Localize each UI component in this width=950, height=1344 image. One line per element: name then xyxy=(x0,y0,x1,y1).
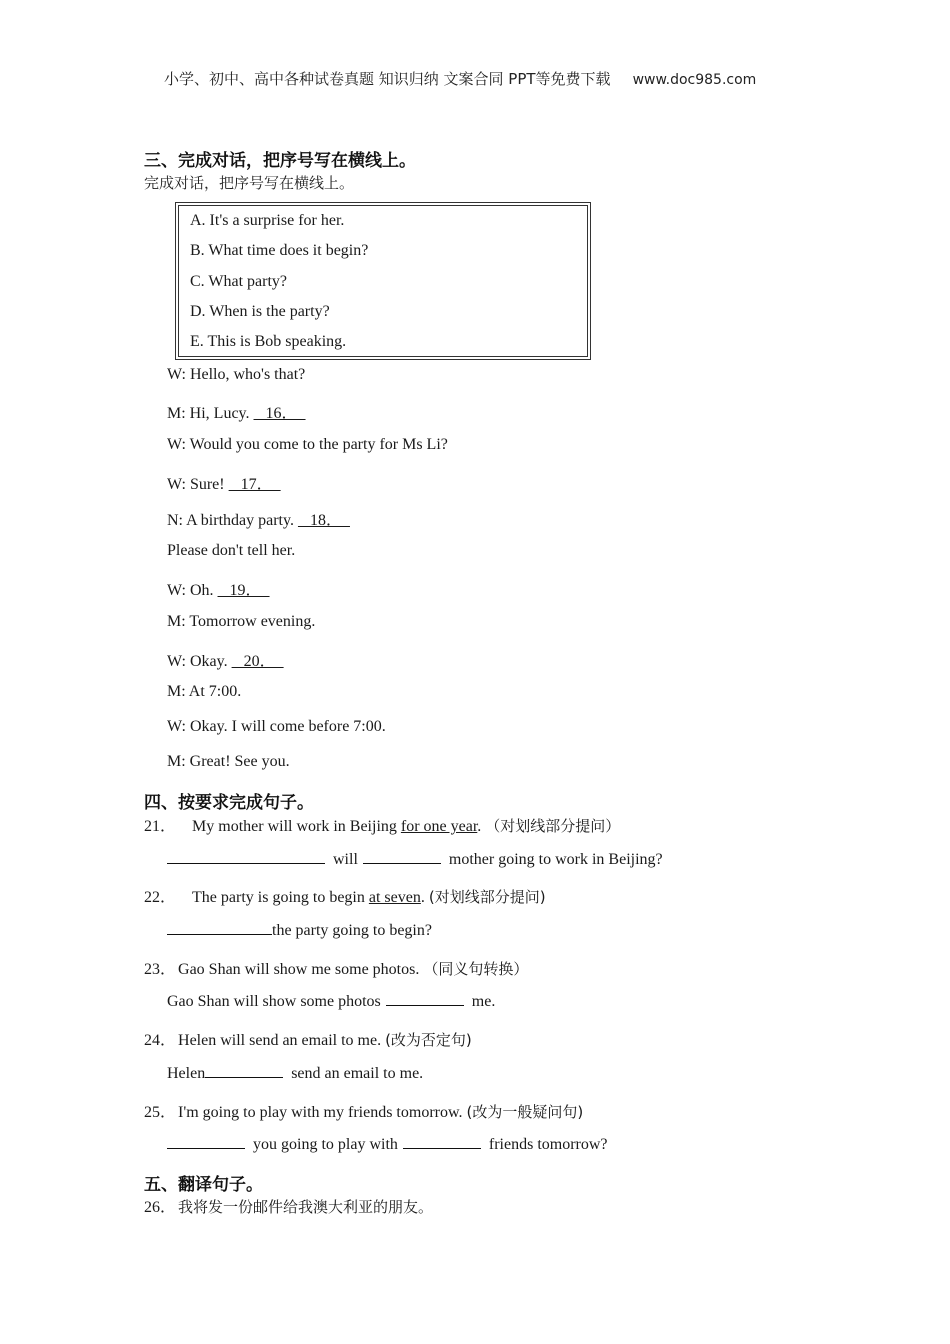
answer-line-21: will mother going to work in Beijing? xyxy=(167,849,663,869)
answer-line-25: you going to play with friends tomorrow? xyxy=(167,1134,608,1154)
dialogue-line: M: At 7:00. xyxy=(167,683,242,700)
answer-line-24: Helen send an email to me. xyxy=(167,1065,424,1082)
section-3-instruction: 完成对话，把序号写在横线上。 xyxy=(144,174,355,192)
answer-blank-25a[interactable] xyxy=(167,1134,245,1149)
dialogue-line: M: Tomorrow evening. xyxy=(167,613,316,630)
answer-line-22: the party going to begin? xyxy=(167,920,432,940)
question-22: 22． The party is going to begin at seven. (对划线部分提问) xyxy=(144,888,546,906)
section-5-title: 五、翻译句子。 xyxy=(144,1175,263,1195)
option-d: D. When is the party? xyxy=(190,302,330,320)
option-b: B. What time does it begin? xyxy=(190,242,369,260)
option-a: A. It's a surprise for her. xyxy=(190,212,345,229)
answer-blank-19[interactable]: 19． xyxy=(217,582,270,599)
question-25: 25． I'm going to play with my friends tomorrow. (改为一般疑问句) xyxy=(144,1103,584,1121)
answer-blank-23[interactable] xyxy=(386,991,464,1006)
answer-line-23: Gao Shan will show some photos me. xyxy=(167,993,496,1010)
dialogue-line: N: A birthday party. 18． xyxy=(167,512,350,529)
dialogue-line: W: Okay. I will come before 7:00. xyxy=(167,718,386,735)
answer-blank-22[interactable] xyxy=(167,920,272,935)
dialogue-line: W: Sure! 17． xyxy=(167,476,281,493)
option-e: E. This is Bob speaking. xyxy=(190,333,347,351)
answer-blank-24[interactable] xyxy=(205,1063,283,1078)
options-box xyxy=(175,202,591,360)
answer-blank-20[interactable]: 20． xyxy=(231,653,284,670)
dialogue-line: Please don't tell her. xyxy=(167,542,296,559)
section-3-title: 三、完成对话，把序号写在横线上。 xyxy=(144,151,416,171)
question-21: 21． My mother will work in Beijing for one year. （对划线部分提问） xyxy=(144,817,621,835)
question-24: 24． Helen will send an email to me. (改为否定句) xyxy=(144,1031,472,1049)
answer-blank-18[interactable]: 18． xyxy=(297,512,350,529)
answer-blank-25b[interactable] xyxy=(403,1134,481,1149)
page-header xyxy=(164,68,756,89)
question-23: 23． Gao Shan will show me some photos. （同义句转换） xyxy=(144,960,529,978)
answer-blank-21b[interactable] xyxy=(363,849,441,864)
section-4-title: 四、按要求完成句子。 xyxy=(144,793,314,813)
answer-blank-16[interactable]: 16． xyxy=(253,405,306,422)
dialogue-line: M: Great! See you. xyxy=(167,753,290,770)
header-text: 小学、初中、高中各种试卷真题 知识归纳 文案合同 PPT等免费下载 xyxy=(164,70,611,88)
dialogue-line: W: Would you come to the party for Ms Li? xyxy=(167,436,448,453)
dialogue-line: W: Hello, who's that? xyxy=(167,366,306,383)
dialogue-line: W: Oh. 19． xyxy=(167,582,270,599)
answer-blank-17[interactable]: 17． xyxy=(228,476,281,493)
answer-blank-21a[interactable] xyxy=(167,849,325,864)
dialogue-line: M: Hi, Lucy. 16． xyxy=(167,405,306,422)
option-c: C. What party? xyxy=(190,272,288,290)
question-26: 26． 我将发一份邮件给我澳大利亚的朋友。 xyxy=(144,1198,434,1216)
header-site[interactable]: www.doc985.com xyxy=(632,72,757,88)
dialogue-line: W: Okay. 20． xyxy=(167,653,284,670)
